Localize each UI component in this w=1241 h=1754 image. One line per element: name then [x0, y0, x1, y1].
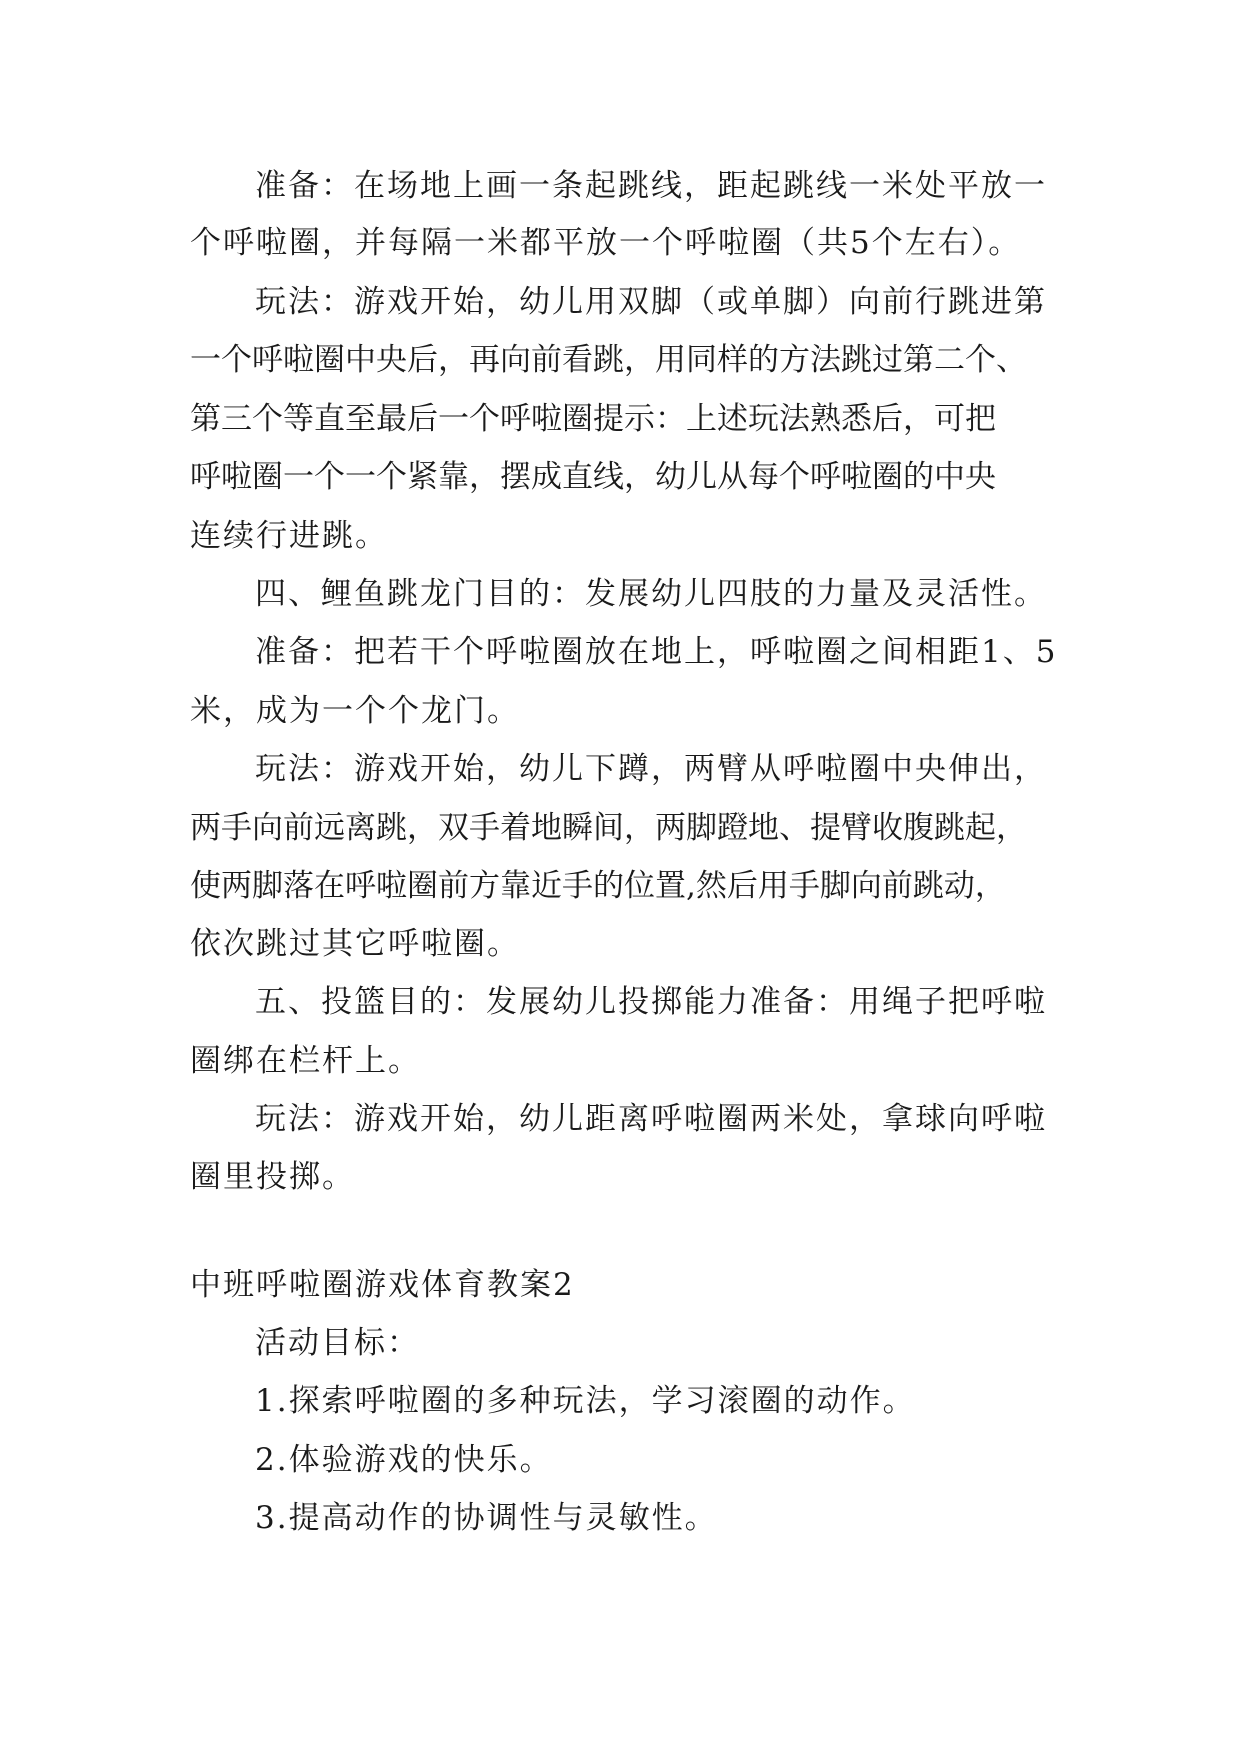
- paragraph-line: 一个呼啦圈中央后，再向前看跳，用同样的方法跳过第二个、: [190, 342, 1027, 378]
- document-subtitle: 中班呼啦圈游戏体育教案2: [190, 1267, 575, 1303]
- paragraph-line: 两手向前远离跳，双手着地瞬间，两脚蹬地、提臂收腹跳起，: [190, 810, 1027, 846]
- list-item: 1.探索呼啦圈的多种玩法，学习滚圈的动作。: [255, 1383, 916, 1419]
- paragraph-line: 活动目标：: [255, 1325, 420, 1361]
- paragraph-line: 玩法：游戏开始，幼儿下蹲，两臂从呼啦圈中央伸出，: [255, 751, 1047, 787]
- paragraph-line: 圈里投掷。: [190, 1159, 355, 1195]
- paragraph-line: 第三个等直至最后一个呼啦圈提示：上述玩法熟悉后，可把: [190, 401, 996, 437]
- paragraph-line: 准备：把若干个呼啦圈放在地上，呼啦圈之间相距1、5: [255, 634, 1058, 670]
- paragraph-line: 依次跳过其它呼啦圈。: [190, 926, 520, 962]
- paragraph-line: 准备：在场地上画一条起跳线，距起跳线一米处平放一: [255, 168, 1047, 204]
- paragraph-line: 玩法：游戏开始，幼儿距离呼啦圈两米处，拿球向呼啦: [255, 1101, 1047, 1137]
- paragraph-line: 连续行进跳。: [190, 518, 388, 554]
- list-item: 3.提高动作的协调性与灵敏性。: [255, 1500, 718, 1536]
- paragraph-line: 呼啦圈一个一个紧靠，摆成直线，幼儿从每个呼啦圈的中央: [190, 459, 996, 495]
- section-heading-line: 五、投篮目的：发展幼儿投掷能力准备：用绳子把呼啦: [255, 984, 1047, 1020]
- list-item: 2.体验游戏的快乐。: [255, 1442, 553, 1478]
- paragraph-line: 米，成为一个个龙门。: [190, 693, 520, 729]
- paragraph-line: 使两脚落在呼啦圈前方靠近手的位置,然后用手脚向前跳动，: [190, 868, 1006, 904]
- paragraph-line: 圈绑在栏杆上。: [190, 1043, 421, 1079]
- paragraph-line: 玩法：游戏开始，幼儿用双脚（或单脚）向前行跳进第: [255, 284, 1047, 320]
- paragraph-line: 个呼啦圈，并每隔一米都平放一个呼啦圈（共5个左右）。: [190, 225, 1022, 261]
- section-heading-line: 四、鲤鱼跳龙门目的：发展幼儿四肢的力量及灵活性。: [255, 576, 1047, 612]
